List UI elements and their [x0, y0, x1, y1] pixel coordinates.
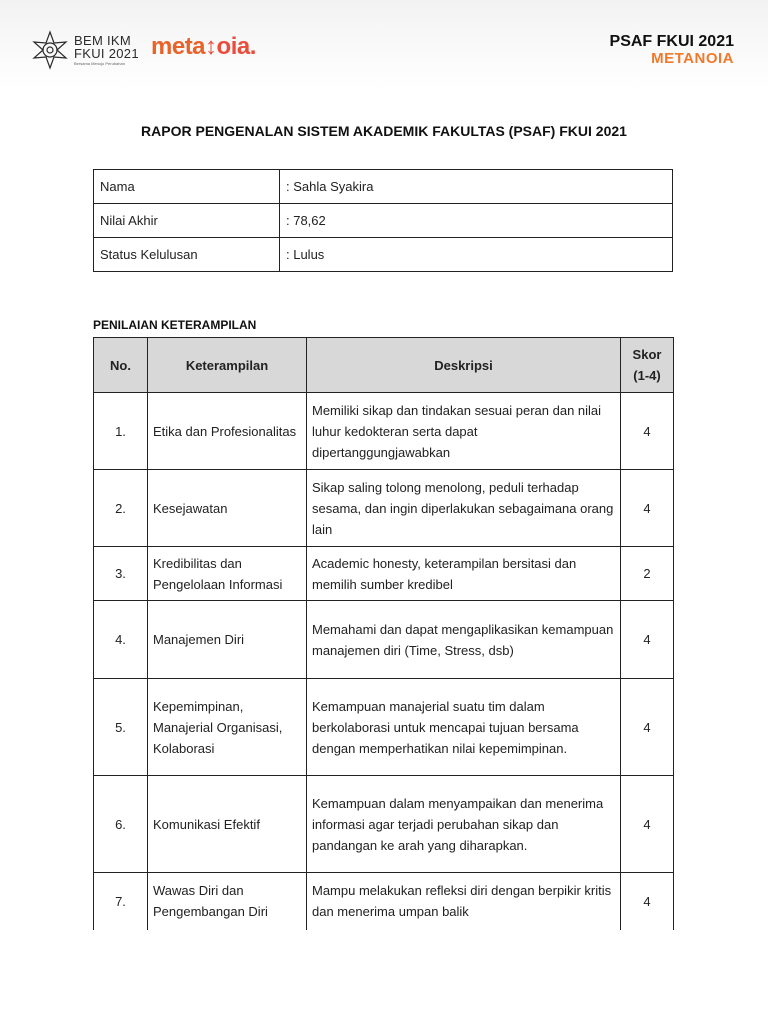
table-row	[94, 470, 674, 547]
bem-name: BEM IKM	[74, 33, 131, 48]
row-skill: Wawas Diri dan Pengembangan Diri	[148, 873, 307, 930]
skills-table	[93, 337, 674, 930]
event-title: PSAF FKUI 2021	[609, 33, 734, 50]
header-description: Deskripsi	[307, 338, 621, 393]
header-score-line2: (1-4)	[633, 368, 661, 383]
name-value: : Sahla Syakira	[280, 170, 673, 204]
table-row	[94, 547, 674, 601]
table-row	[94, 776, 674, 873]
info-row-name	[94, 170, 673, 204]
row-skill: Kredibilitas dan Pengelolaan Informasi	[148, 547, 307, 601]
brand-part-1: meta	[151, 33, 206, 60]
metanoia-logo	[151, 33, 256, 61]
row-score: 2	[621, 547, 674, 601]
header-no: No.	[94, 338, 148, 393]
section-title: PENILAIAN KETERAMPILAN	[93, 318, 257, 332]
row-description: Kemampuan dalam menyampaikan dan menerima informasi agar terjadi perubahan sikap dan pandangan ke arah yang diharapkan.	[307, 776, 621, 873]
table-row	[94, 873, 674, 930]
row-number: 6.	[94, 776, 148, 873]
row-number: 1.	[94, 393, 148, 470]
student-info-table	[93, 169, 673, 272]
event-block	[610, 34, 734, 67]
row-number: 2.	[94, 470, 148, 547]
info-row-score	[94, 204, 673, 238]
row-skill: Kepemimpinan, Manajerial Organisasi, Kolaborasi	[148, 679, 307, 776]
row-skill: Etika dan Profesionalitas	[148, 393, 307, 470]
event-subtitle: METANOIA	[651, 49, 734, 67]
table-row	[94, 601, 674, 679]
info-row-status	[94, 238, 673, 272]
final-score-value: : 78,62	[280, 204, 673, 238]
row-score: 4	[621, 679, 674, 776]
status-label: Status Kelulusan	[94, 238, 280, 272]
row-number: 7.	[94, 873, 148, 930]
row-description: Memiliki sikap dan tindakan sesuai peran dan nilai luhur kedokteran serta dapat dipertanggungjawabkan	[307, 393, 621, 470]
row-score: 4	[621, 601, 674, 679]
row-skill: Kesejawatan	[148, 470, 307, 547]
row-score: 4	[621, 393, 674, 470]
header-skill: Keterampilan	[148, 338, 307, 393]
status-value: : Lulus	[280, 238, 673, 272]
row-description: Mampu melakukan refleksi diri dengan berpikir kritis dan menerima umpan balik	[307, 873, 621, 930]
bem-tagline: Bersama Menuju Perubahan	[74, 61, 125, 66]
row-description: Sikap saling tolong menolong, peduli terhadap sesama, dan ingin diperlakukan sebagaimana orang lain	[307, 470, 621, 547]
row-number: 3.	[94, 547, 148, 601]
row-score: 4	[621, 873, 674, 930]
table-row	[94, 393, 674, 470]
brand-part-2: ↕oia.	[205, 33, 256, 60]
bem-seal-icon	[30, 30, 70, 70]
final-score-label: Nilai Akhir	[94, 204, 280, 238]
table-row	[94, 679, 674, 776]
row-score: 4	[621, 470, 674, 547]
name-label: Nama	[94, 170, 280, 204]
row-score: 4	[621, 776, 674, 873]
bem-year: FKUI 2021	[74, 46, 139, 61]
header-score-line1: Skor	[632, 347, 662, 362]
row-number: 5.	[94, 679, 148, 776]
row-skill: Manajemen Diri	[148, 601, 307, 679]
header-score	[621, 338, 674, 393]
bem-logo	[30, 30, 139, 70]
document-title: RAPOR PENGENALAN SISTEM AKADEMIK FAKULTAS (PSAF) FKUI 2021	[141, 123, 627, 139]
skills-header-row	[94, 338, 674, 393]
row-description: Kemampuan manajerial suatu tim dalam berkolaborasi untuk mencapai tujuan bersama dengan memperhatikan nilai kepemimpinan.	[307, 679, 621, 776]
row-skill: Komunikasi Efektif	[148, 776, 307, 873]
row-description: Memahami dan dapat mengaplikasikan kemampuan manajemen diri (Time, Stress, dsb)	[307, 601, 621, 679]
row-number: 4.	[94, 601, 148, 679]
row-description: Academic honesty, keterampilan bersitasi dan memilih sumber kredibel	[307, 547, 621, 601]
